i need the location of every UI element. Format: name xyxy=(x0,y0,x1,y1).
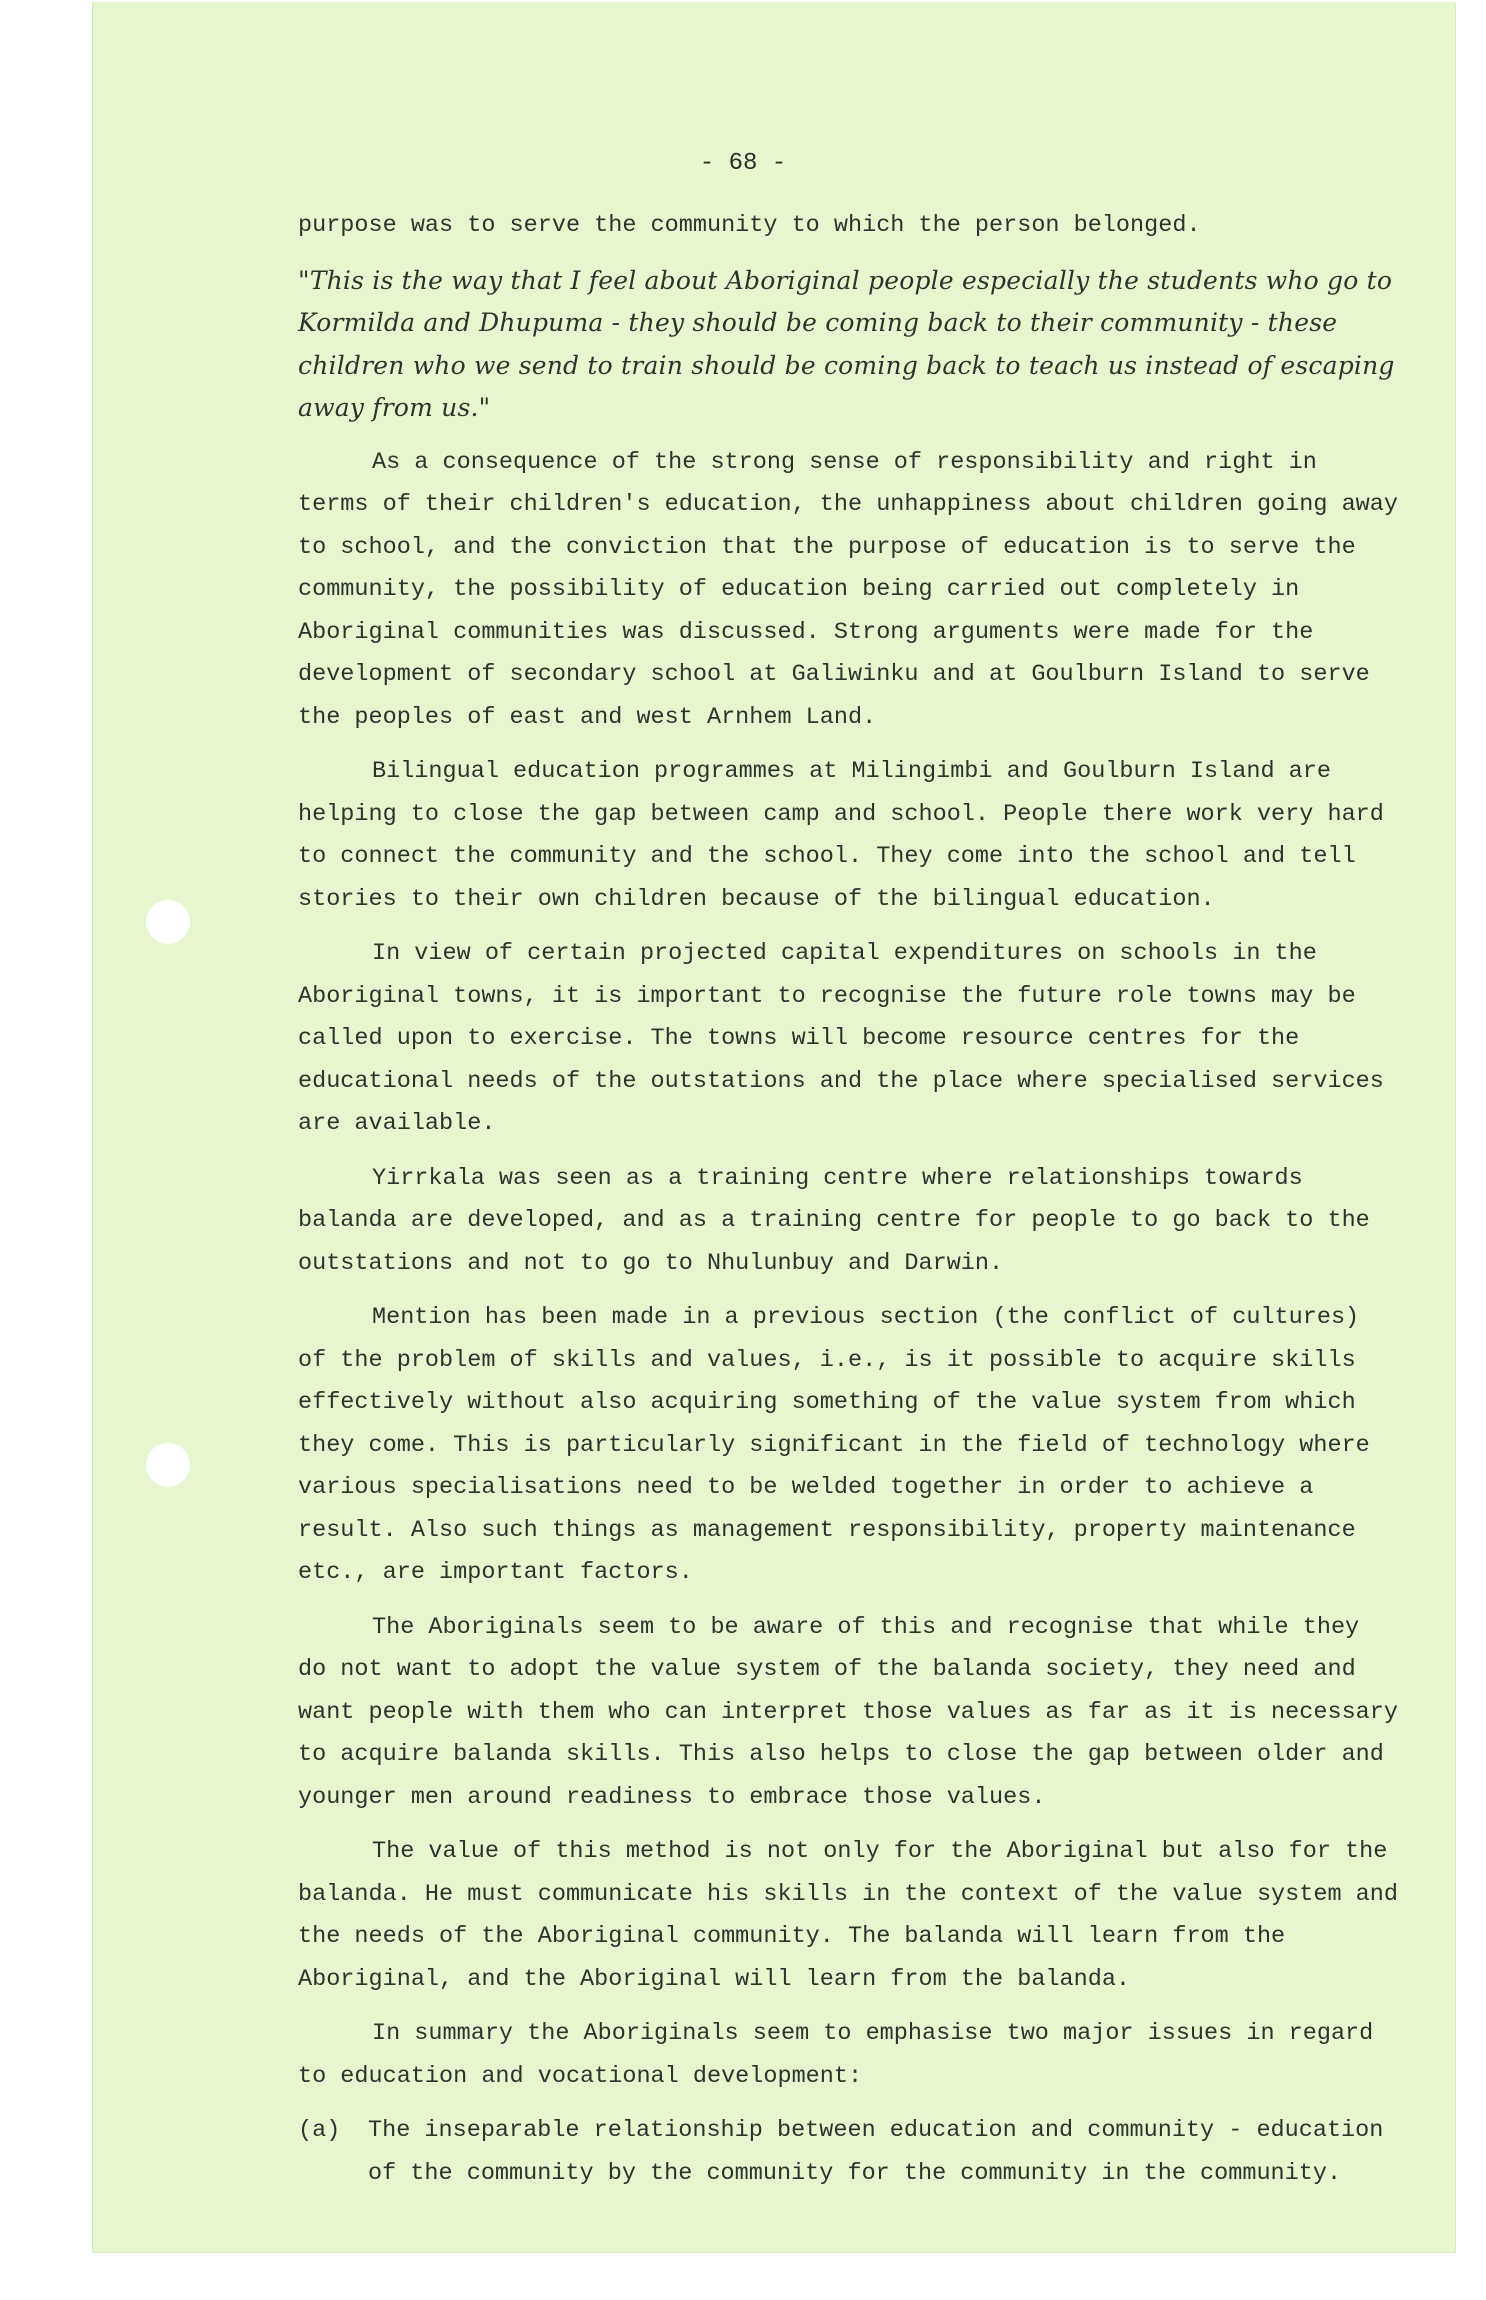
paragraph: As a consequence of the strong sense of responsibility and right in terms of their children's education, the unhappiness about children going away to school, and the conviction that the purpose of education is to serve the community, the possibility of education being carried out completely in Aboriginal communities was discussed. Strong arguments were made for the development of secondary school at Galiwinku and at Goulburn Island to serve the peoples of east and west Arnhem Land. xyxy=(298,448,1398,731)
punch-hole xyxy=(146,900,190,944)
paragraph: The Aboriginals seem to be aware of this and recognise that while they do not want to adopt the value system of the balanda society, they need and want people with them who can interpret those values as far as it is necessary to acquire balanda skills. This also helps to close the gap between older and younger men around readiness to embrace those values. xyxy=(298,1613,1398,1811)
list-item xyxy=(298,2110,1398,2195)
list-item-label: (a) xyxy=(298,2117,341,2144)
paragraph: The value of this method is not only for the Aboriginal but also for the balanda. He must communicate his skills in the context of the value system and the needs of the Aboriginal community. The balanda will learn from the Aboriginal, and the Aboriginal will learn from the balanda. xyxy=(298,1838,1398,1993)
paragraph: Mention has been made in a previous section (the conflict of cultures) of the problem of skills and values, i.e., is it possible to acquire skills effectively without also acquiring something of the value system from which they come. This is particularly significant in the field of technology where various specialisations need to be welded together in order to achieve a result. Also such things as management responsibility, property maintenance etc., are important factors. xyxy=(298,1304,1370,1586)
paragraph: Yirrkala was seen as a training centre where relationships towards balanda are developed, and as a training centre for people to go back to the outstations and not to go to Nhulunbuy and Darwin. xyxy=(298,1164,1370,1277)
paragraph: purpose was to serve the community to which the person belonged. xyxy=(298,212,1201,239)
list-item-text: The inseparable relationship between education and community - education of the community by the community for the community in the community. xyxy=(368,2117,1384,2187)
body-text xyxy=(298,205,1398,2195)
punch-hole xyxy=(146,1443,190,1487)
paragraph: In summary the Aboriginals seem to emphasise two major issues in regard to education and vocational development: xyxy=(298,2020,1374,2090)
page-number: - 68 - xyxy=(699,150,787,177)
quotation: "This is the way that I feel about Aboriginal people especially the students who go to Kormilda and Dhupuma - they should be coming back to their community - these children who we send to train should be coming back to teach us instead of escaping away from us." xyxy=(298,265,1395,422)
paragraph: Bilingual education programmes at Milingimbi and Goulburn Island are helping to close the gap between camp and school. People there work very hard to connect the community and the school. They come into the school and tell stories to their own children because of the bilingual education. xyxy=(298,758,1384,913)
paragraph: In view of certain projected capital expenditures on schools in the Aboriginal towns, it is important to recognise the future role towns may be called upon to exercise. The towns will become resource centres for the educational needs of the outstations and the place where specialised services are available. xyxy=(298,940,1384,1137)
